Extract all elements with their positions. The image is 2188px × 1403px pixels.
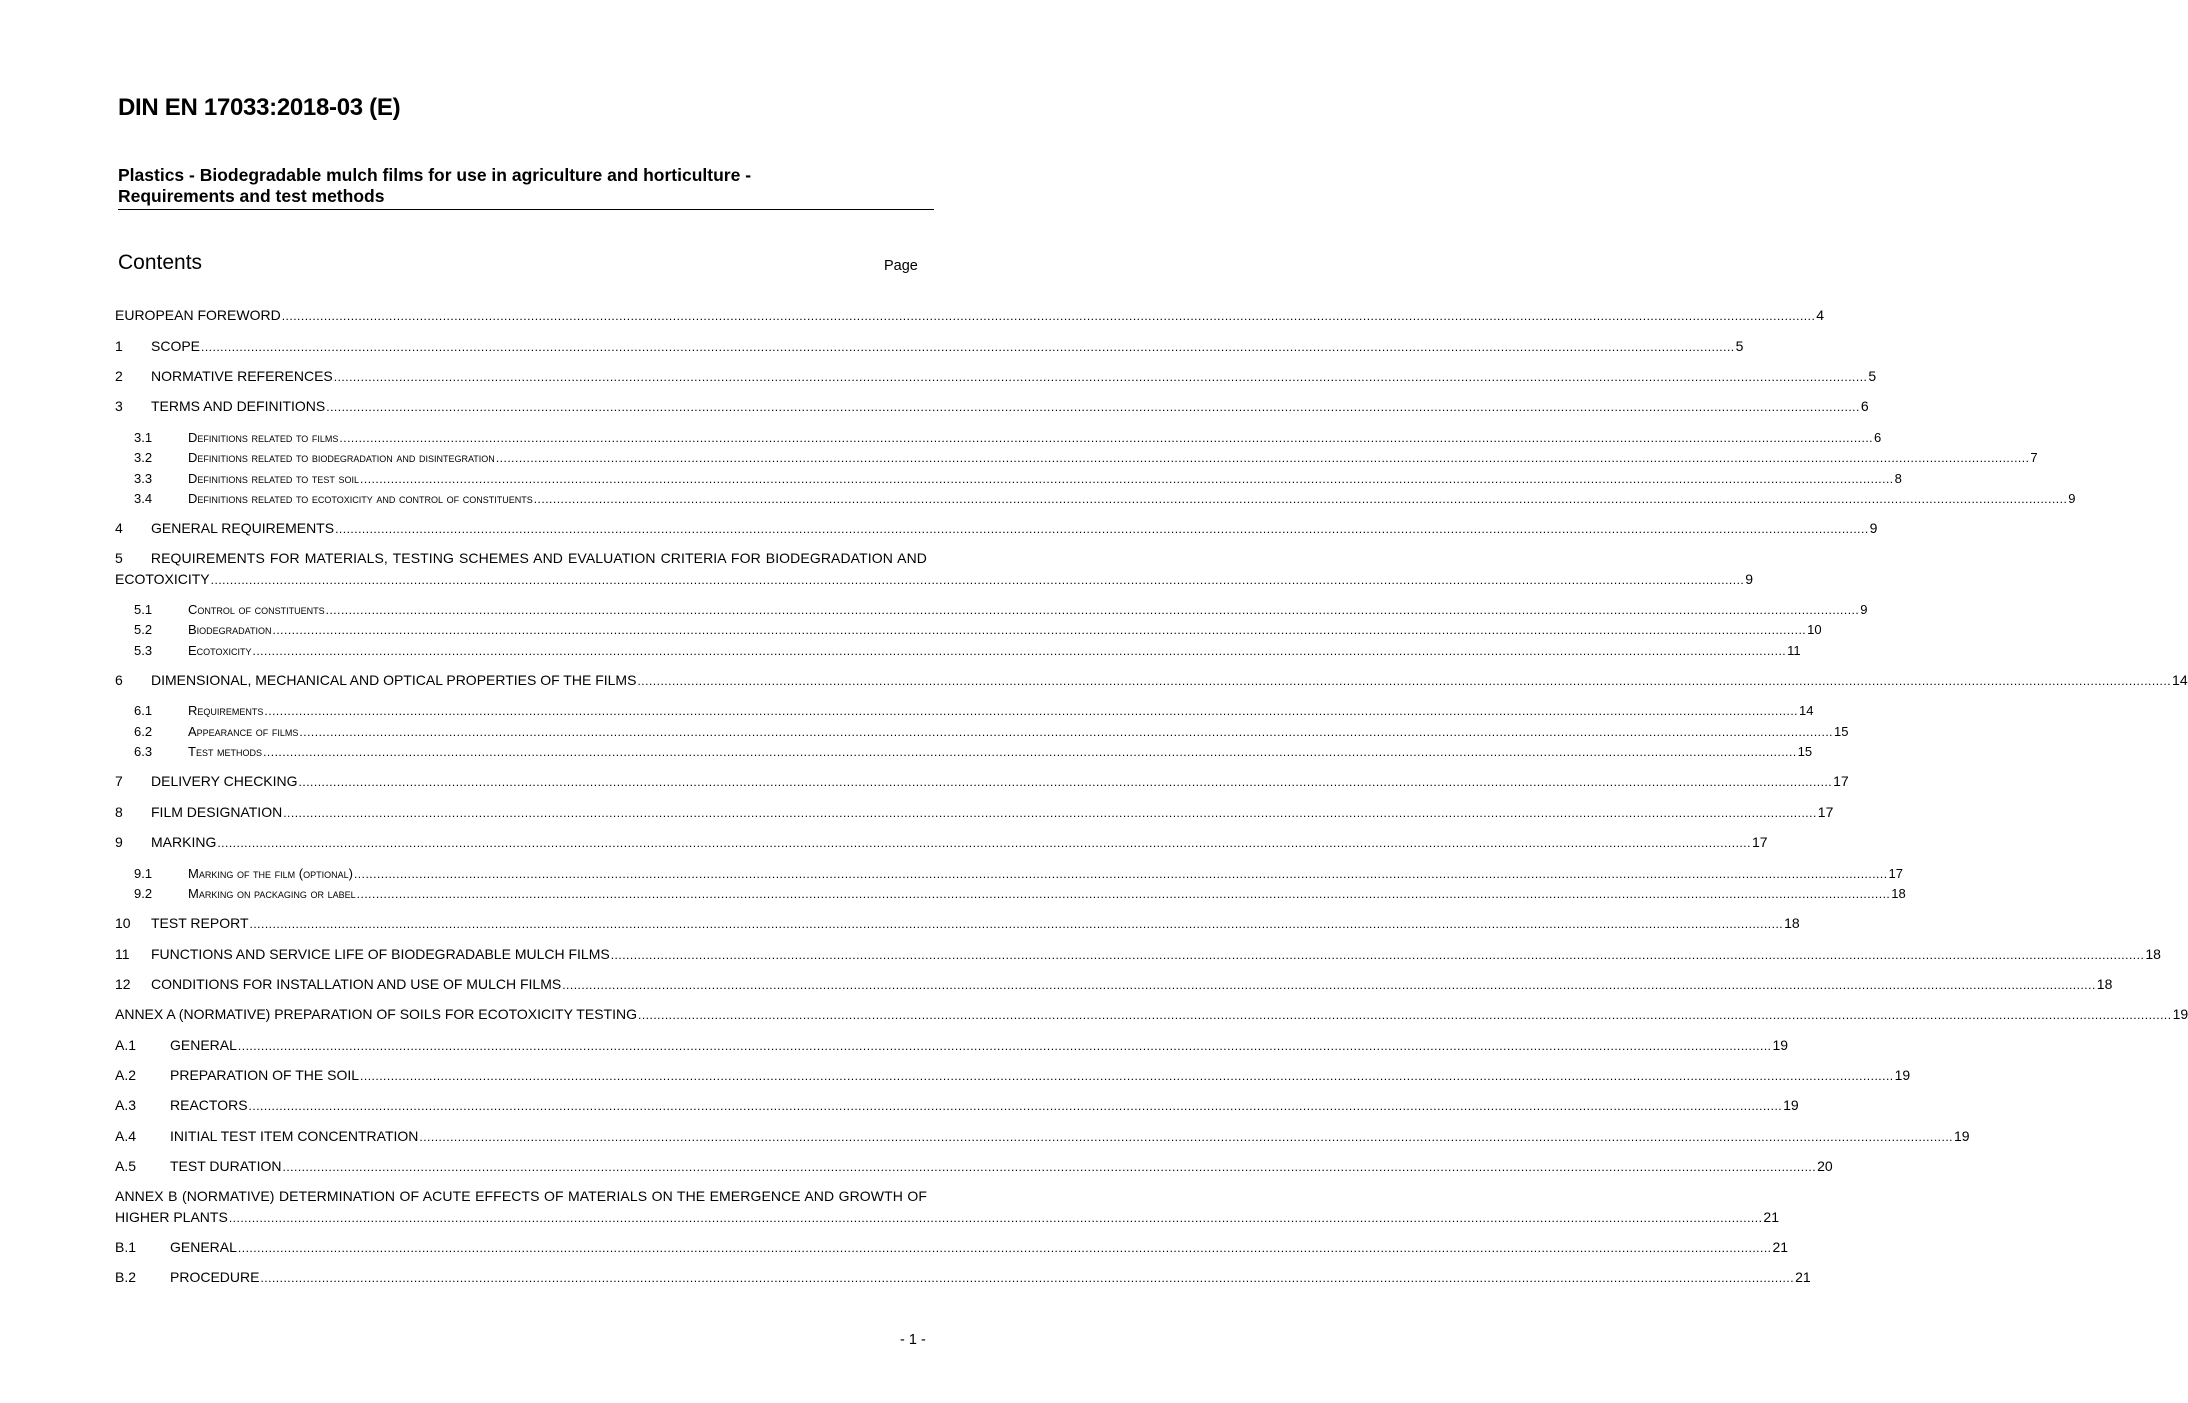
toc-entry-page: 5 <box>1735 338 1744 354</box>
toc-entry-title: GENERAL <box>170 1037 237 1053</box>
toc-dot-leader: ................................................................................................................................................................................................................................................................................................................................................................................................................ <box>562 978 2096 992</box>
toc-entry[interactable] <box>134 471 1902 491</box>
toc-entry-number: B.1 <box>115 1239 137 1255</box>
toc-entry[interactable] <box>115 672 2188 692</box>
toc-entry[interactable] <box>115 1239 1789 1259</box>
toc-entry-number: 5.2 <box>134 622 153 637</box>
toc-entry[interactable] <box>115 1067 1911 1087</box>
toc-dot-leader: ................................................................................................................................................................................................................................................................................................................................................................................................................ <box>237 1241 1772 1255</box>
toc-entry-page: 18 <box>2145 946 2161 962</box>
toc-entry-page: 8 <box>1894 471 1902 486</box>
footer-page-number: - 1 - <box>900 1332 926 1348</box>
toc-entry[interactable] <box>115 804 1834 824</box>
toc-entry[interactable] <box>115 915 1800 935</box>
toc-entry[interactable] <box>115 1097 1799 1117</box>
toc-entry-title: PREPARATION OF THE SOIL <box>170 1067 360 1083</box>
toc-entry-page: 10 <box>1807 622 1822 637</box>
toc-entry-title: INITIAL TEST ITEM CONCENTRATION <box>170 1128 419 1144</box>
toc-entry[interactable] <box>134 450 2038 470</box>
toc-entry[interactable] <box>115 1269 1811 1289</box>
toc-entry[interactable] <box>115 307 1825 327</box>
toc-entry-title: NORMATIVE REFERENCES <box>151 368 333 384</box>
toc-entry-title: GENERAL <box>170 1239 237 1255</box>
toc-entry-page: 19 <box>1772 1037 1789 1053</box>
toc-entry[interactable] <box>134 703 1814 723</box>
toc-entry-number: 6 <box>115 672 123 688</box>
toc-entry[interactable] <box>134 643 1801 663</box>
toc-entry-line1[interactable] <box>115 1188 927 1204</box>
toc-entry-number: A.2 <box>115 1067 137 1083</box>
toc-entry-number: A.4 <box>115 1128 137 1144</box>
toc-entry-line1[interactable] <box>115 550 927 566</box>
toc-entry-number: 11 <box>115 946 130 962</box>
toc-dot-leader: ................................................................................................................................................................................................................................................................................................................................................................................................................ <box>260 1271 1795 1285</box>
toc-entry-title: Requirements <box>188 703 264 718</box>
toc-dot-leader: ................................................................................................................................................................................................................................................................................................................................................................................................................ <box>353 867 1888 881</box>
toc-dot-leader: ................................................................................................................................................................................................................................................................................................................................................................................................................ <box>237 1039 1772 1053</box>
toc-entry-title: TEST REPORT <box>151 915 249 931</box>
toc-entry-number: B.2 <box>115 1269 137 1285</box>
toc-entry-title: Control of constituents <box>188 602 325 617</box>
toc-entry-title: ANNEX A (NORMATIVE) PREPARATION OF SOILS FOR ECOTOXICITY TESTING <box>115 1006 637 1022</box>
toc-entry-title: Definitions related to biodegradation and disintegration <box>188 450 495 465</box>
toc-entry-page: 7 <box>2030 450 2038 465</box>
toc-dot-leader: ................................................................................................................................................................................................................................................................................................................................................................................................................ <box>263 745 1797 759</box>
toc-entry-number: 4 <box>115 520 123 536</box>
toc-entry-number: 8 <box>115 804 123 820</box>
toc-entry-page: 17 <box>1817 804 1834 820</box>
toc-entry-page: 18 <box>1784 915 1800 931</box>
toc-entry-number: 3.3 <box>134 471 153 486</box>
toc-entry-number: 6.1 <box>134 703 153 718</box>
toc-entry[interactable] <box>115 834 1768 854</box>
toc-entry-page: 21 <box>1772 1239 1789 1255</box>
toc-entry-page: 19 <box>2172 1006 2188 1022</box>
toc-entry[interactable] <box>115 773 1849 793</box>
toc-dot-leader: ................................................................................................................................................................................................................................................................................................................................................................................................................ <box>495 451 2030 465</box>
toc-entry[interactable] <box>115 338 1744 358</box>
toc-entry-title: ANNEX B (NORMATIVE) DETERMINATION OF ACUTE EFFECTS OF MATERIALS ON THE EMERGENCE AND GROWTH OF <box>115 1188 927 1204</box>
toc-entry-title: Marking of the film (optional) <box>188 866 353 881</box>
toc-dot-leader: ................................................................................................................................................................................................................................................................................................................................................................................................................ <box>252 644 1787 658</box>
toc-entry-number: 6.2 <box>134 724 153 739</box>
toc-entry[interactable] <box>134 886 1906 906</box>
document-subtitle <box>118 165 934 210</box>
toc-entry-page: 21 <box>1795 1269 1811 1285</box>
toc-dot-leader: ................................................................................................................................................................................................................................................................................................................................................................................................................ <box>335 522 1869 536</box>
toc-dot-leader: ................................................................................................................................................................................................................................................................................................................................................................................................................ <box>637 674 2172 688</box>
toc-entry[interactable] <box>134 430 1882 450</box>
toc-entry[interactable] <box>115 1128 1970 1148</box>
toc-entry-number: 5 <box>115 550 123 566</box>
toc-entry-title: FILM DESIGNATION <box>151 804 283 820</box>
toc-entry-title: GENERAL REQUIREMENTS <box>151 520 335 536</box>
toc-entry[interactable] <box>115 1037 1789 1057</box>
toc-entry-title: TERMS AND DEFINITIONS <box>151 398 326 414</box>
toc-dot-leader: ................................................................................................................................................................................................................................................................................................................................................................................................................ <box>610 948 2145 962</box>
toc-dot-leader: ................................................................................................................................................................................................................................................................................................................................................................................................................ <box>326 400 1860 414</box>
toc-entry-page: 20 <box>1817 1158 1833 1174</box>
toc-entry-page: 19 <box>1894 1067 1911 1083</box>
toc-dot-leader: ................................................................................................................................................................................................................................................................................................................................................................................................................ <box>333 370 1868 384</box>
toc-entry-title: SCOPE <box>151 338 201 354</box>
toc-entry-number: 3.4 <box>134 491 153 506</box>
toc-dot-leader: ................................................................................................................................................................................................................................................................................................................................................................................................................ <box>298 775 1833 789</box>
toc-entry-title: REACTORS <box>170 1097 248 1113</box>
toc-entry-title: Test methods <box>188 744 263 759</box>
toc-entry-title: DELIVERY CHECKING <box>151 773 298 789</box>
toc-entry-number: 5.1 <box>134 602 153 617</box>
toc-entry-title: Biodegradation <box>188 622 272 637</box>
toc-dot-leader: ................................................................................................................................................................................................................................................................................................................................................................................................................ <box>282 1160 1817 1174</box>
toc-dot-leader: ................................................................................................................................................................................................................................................................................................................................................................................................................ <box>264 704 1798 718</box>
toc-entry-title: Ecotoxicity <box>188 643 252 658</box>
toc-entry-number: A.5 <box>115 1158 137 1174</box>
toc-dot-leader: ................................................................................................................................................................................................................................................................................................................................................................................................................ <box>201 340 1735 354</box>
toc-entry-number: 3.1 <box>134 430 153 445</box>
toc-entry-title: CONDITIONS FOR INSTALLATION AND USE OF MULCH FILMS <box>151 976 562 992</box>
contents-heading: Contents <box>118 251 203 274</box>
toc-entry-title: Appearance of films <box>188 724 299 739</box>
toc-entry-title: Definitions related to test soil <box>188 471 360 486</box>
toc-entry[interactable] <box>134 622 1822 642</box>
toc-dot-leader: ................................................................................................................................................................................................................................................................................................................................................................................................................ <box>210 573 1745 587</box>
toc-entry-line2[interactable] <box>115 1209 1779 1229</box>
toc-entry-page: 9 <box>2068 491 2076 506</box>
toc-entry-page: 18 <box>2096 976 2113 992</box>
subtitle-line-1: Plastics - Biodegradable mulch films for use in agriculture and horticulture - <box>118 165 752 185</box>
toc-entry-number: A.1 <box>115 1037 137 1053</box>
document-title: DIN EN 17033:2018-03 (E) <box>118 94 401 121</box>
toc-dot-leader: ................................................................................................................................................................................................................................................................................................................................................................................................................ <box>360 1069 1894 1083</box>
toc-entry-number: 9 <box>115 834 123 850</box>
toc-entry-page: 17 <box>1888 866 1904 881</box>
toc-entry-title: TEST DURATION <box>170 1158 282 1174</box>
subtitle-line-2: Requirements and test methods <box>118 186 385 206</box>
toc-entry-page: 11 <box>1787 643 1801 658</box>
toc-entry-page: 18 <box>1891 886 1906 901</box>
toc-entry-page: 14 <box>2172 672 2188 688</box>
toc-dot-leader: ................................................................................................................................................................................................................................................................................................................................................................................................................ <box>419 1130 1953 1144</box>
toc-entry[interactable] <box>134 866 1904 886</box>
toc-entry-number: 7 <box>115 773 123 789</box>
toc-entry-number: 9.1 <box>134 866 153 881</box>
toc-entry-number: 5.3 <box>134 643 153 658</box>
toc-entry-number: 10 <box>115 915 131 931</box>
toc-entry-title: DIMENSIONAL, MECHANICAL AND OPTICAL PROPERTIES OF THE FILMS <box>151 672 637 688</box>
toc-entry-page: 5 <box>1868 368 1877 384</box>
toc-entry-page: 21 <box>1763 1209 1779 1225</box>
toc-entry-page: 14 <box>1799 703 1814 718</box>
toc-entry-page: 15 <box>1834 724 1849 739</box>
toc-entry-number: 6.3 <box>134 744 153 759</box>
toc-entry-page: 6 <box>1860 398 1869 414</box>
toc-entry[interactable] <box>115 946 2161 966</box>
toc-entry-title-continued: ECOTOXICITY <box>115 571 210 587</box>
toc-entry[interactable] <box>134 724 1849 744</box>
toc-entry[interactable] <box>115 976 2113 996</box>
toc-entry-page: 19 <box>1953 1128 1970 1144</box>
toc-entry-number: 3.2 <box>134 450 153 465</box>
toc-entry-title-continued: HIGHER PLANTS <box>115 1209 228 1225</box>
toc-dot-leader: ................................................................................................................................................................................................................................................................................................................................................................................................................ <box>325 603 1860 617</box>
toc-dot-leader: ................................................................................................................................................................................................................................................................................................................................................................................................................ <box>360 472 1894 486</box>
toc-entry-number: 9.2 <box>134 886 153 901</box>
toc-dot-leader: ................................................................................................................................................................................................................................................................................................................................................................................................................ <box>339 431 1874 445</box>
toc-dot-leader: ................................................................................................................................................................................................................................................................................................................................................................................................................ <box>356 887 1891 901</box>
toc-entry-title: Definitions related to ecotoxicity and control of constituents <box>188 491 533 506</box>
toc-entry-page: 19 <box>1783 1097 1799 1113</box>
toc-entry[interactable] <box>115 398 1869 418</box>
toc-entry-page: 9 <box>1869 520 1878 536</box>
toc-entry-number: 1 <box>115 338 123 354</box>
toc-dot-leader: ................................................................................................................................................................................................................................................................................................................................................................................................................ <box>249 917 1784 931</box>
toc-entry[interactable] <box>134 744 1813 764</box>
toc-entry[interactable] <box>134 602 1868 622</box>
toc-entry-page: 9 <box>1860 602 1868 617</box>
toc-entry[interactable] <box>115 1006 2188 1026</box>
toc-dot-leader: ................................................................................................................................................................................................................................................................................................................................................................................................................ <box>272 623 1807 637</box>
toc-dot-leader: ................................................................................................................................................................................................................................................................................................................................................................................................................ <box>248 1099 1783 1113</box>
toc-entry-number: 2 <box>115 368 123 384</box>
toc-entry-title: Marking on packaging or label <box>188 886 356 901</box>
toc-entry[interactable] <box>115 1158 1833 1178</box>
toc-dot-leader: ................................................................................................................................................................................................................................................................................................................................................................................................................ <box>217 836 1751 850</box>
toc-entry-number: 3 <box>115 398 123 414</box>
toc-entry[interactable] <box>115 520 1878 540</box>
toc-entry-title: Definitions related to films <box>188 430 339 445</box>
toc-entry-page: 9 <box>1745 571 1754 587</box>
toc-dot-leader: ................................................................................................................................................................................................................................................................................................................................................................................................................ <box>299 725 1834 739</box>
toc-entry-title: PROCEDURE <box>170 1269 260 1285</box>
toc-dot-leader: ................................................................................................................................................................................................................................................................................................................................................................................................................ <box>637 1008 2172 1022</box>
toc-entry-page: 6 <box>1874 430 1882 445</box>
toc-entry-page: 17 <box>1833 773 1849 789</box>
toc-dot-leader: ................................................................................................................................................................................................................................................................................................................................................................................................................ <box>228 1211 1763 1225</box>
page-column-heading: Page <box>884 258 918 274</box>
toc-dot-leader: ................................................................................................................................................................................................................................................................................................................................................................................................................ <box>281 309 1816 323</box>
toc-entry-page: 15 <box>1797 744 1813 759</box>
toc-dot-leader: ................................................................................................................................................................................................................................................................................................................................................................................................................ <box>533 492 2068 506</box>
toc-entry[interactable] <box>115 368 1877 388</box>
toc-entry-title: FUNCTIONS AND SERVICE LIFE OF BIODEGRADABLE MULCH FILMS <box>151 946 610 962</box>
toc-entry-page: 4 <box>1816 307 1825 323</box>
toc-entry-number: 12 <box>115 976 131 992</box>
toc-entry-number: A.3 <box>115 1097 137 1113</box>
toc-entry-line2[interactable] <box>115 571 1754 591</box>
toc-entry[interactable] <box>134 491 2076 511</box>
toc-entry-title: REQUIREMENTS FOR MATERIALS, TESTING SCHEMES AND EVALUATION CRITERIA FOR BIODEGRADATION AND <box>150 550 927 566</box>
toc-entry-page: 17 <box>1751 834 1768 850</box>
toc-entry-title: EUROPEAN FOREWORD <box>115 307 281 323</box>
toc-entry-title: MARKING <box>151 834 217 850</box>
toc-dot-leader: ................................................................................................................................................................................................................................................................................................................................................................................................................ <box>283 806 1817 820</box>
